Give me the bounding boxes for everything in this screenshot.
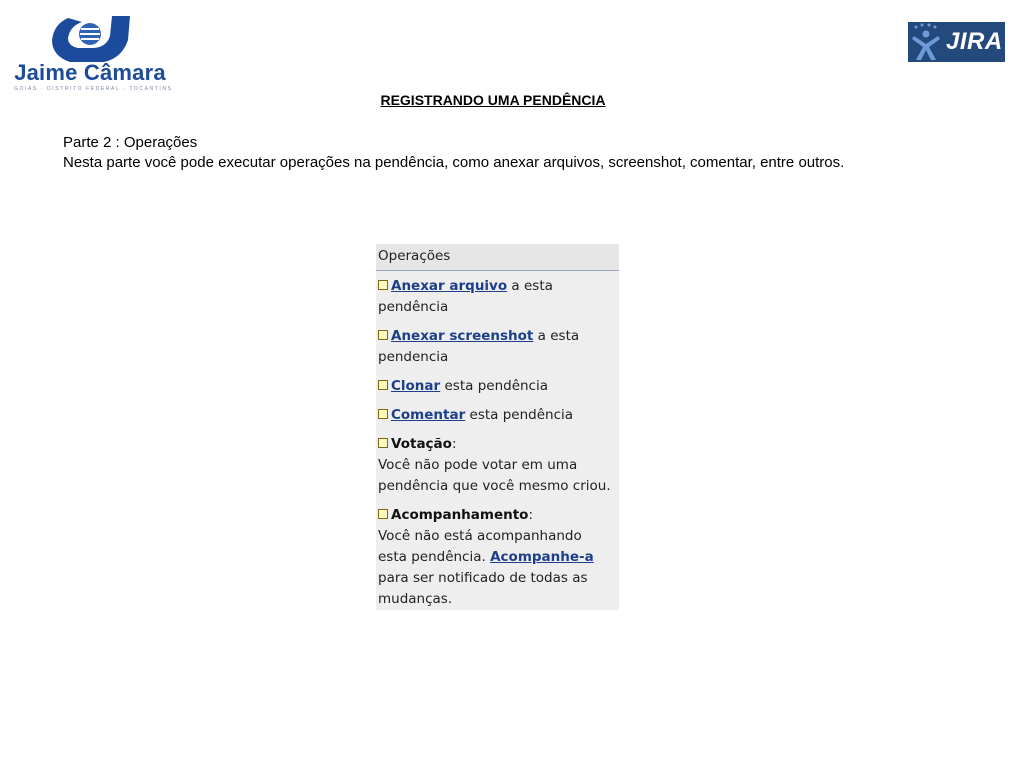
bullet-icon: [378, 409, 388, 419]
attach-screenshot-text-2: pendencia: [378, 349, 449, 365]
watch-link[interactable]: Acompanhe-a: [490, 549, 594, 565]
operations-panel: [376, 244, 619, 610]
watching-line-3: para ser notificado de todas as: [378, 570, 588, 586]
logo-subtitle: GOIÁS · DISTRITO FEDERAL · TOCANTINS: [14, 86, 173, 92]
operation-attach-screenshot: [378, 326, 616, 368]
clone-link[interactable]: Clonar: [391, 378, 441, 394]
jaime-camara-emblem-icon: [48, 14, 132, 66]
voting-line-2: pendência que você mesmo criou.: [378, 478, 611, 494]
operation-attach-file: [378, 276, 616, 318]
part-label: Parte 2 : Operações: [63, 134, 198, 151]
bullet-icon: [378, 380, 388, 390]
bullet-icon: [378, 509, 388, 519]
watching-label: Acompanhamento: [391, 507, 529, 523]
part-description: Nesta parte você pode executar operações na pendência, como anexar arquivos, screenshot, comentar, entre outros.: [63, 154, 845, 171]
watching-line-4: mudanças.: [378, 591, 453, 607]
logo-name: Jaime Câmara: [14, 60, 166, 85]
attach-file-text-2: pendência: [378, 299, 449, 315]
jira-wordmark: JIRA: [946, 28, 1003, 55]
attach-file-text: a esta: [507, 278, 553, 294]
attach-screenshot-text: a esta: [533, 328, 580, 344]
watching-line-2-prefix: esta pendência.: [378, 549, 491, 565]
comment-link[interactable]: Comentar: [391, 407, 466, 423]
voting-suffix: :: [451, 436, 457, 452]
page-title-text: REGISTRANDO UMA PENDÊNCIA: [380, 92, 606, 108]
operation-comment: [378, 405, 616, 426]
voting-line-1: Você não pode votar em uma: [378, 457, 578, 473]
intro-section: [63, 133, 844, 173]
operation-clone: [378, 376, 616, 397]
jaime-camara-logo: [12, 14, 173, 94]
bullet-icon: [378, 438, 388, 448]
comment-text: esta pendência: [465, 407, 574, 423]
operation-watching: [378, 505, 616, 610]
attach-screenshot-link[interactable]: Anexar screenshot: [391, 328, 534, 344]
jira-logo: [908, 22, 1005, 62]
bullet-icon: [378, 330, 388, 340]
page-title: [0, 92, 1024, 108]
bullet-icon: [378, 280, 388, 290]
watching-line-1: Você não está acompanhando: [378, 528, 582, 544]
clone-text: esta pendência: [440, 378, 548, 394]
operations-panel-header: Operações: [376, 244, 619, 271]
voting-label: Votação: [391, 436, 452, 452]
watching-suffix: :: [528, 507, 534, 523]
operation-voting: [378, 434, 616, 497]
attach-file-link[interactable]: Anexar arquivo: [391, 278, 508, 294]
jira-figure-icon: [908, 22, 948, 62]
